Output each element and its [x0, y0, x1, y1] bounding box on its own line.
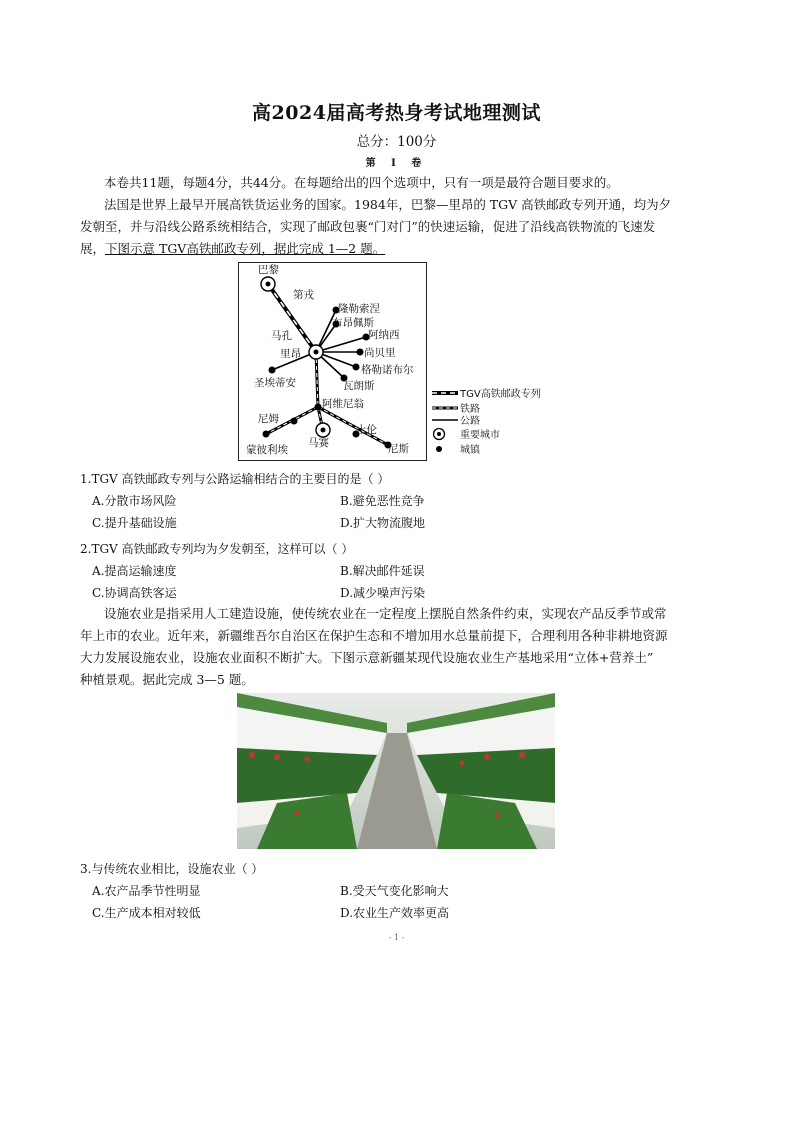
- question-3-stem: 3.与传统农业相比，设施农业（ ）: [80, 862, 264, 876]
- city-nice: 尼斯: [388, 443, 409, 455]
- legend-town: 城镇: [460, 445, 480, 456]
- greenhouse-photo: [237, 693, 555, 849]
- question-2-option-b: B.解决邮件延误: [340, 564, 425, 578]
- passage-2: [80, 603, 712, 691]
- city-bourg-en-bresse: 布昂佩斯: [332, 317, 374, 329]
- passage-2-line-2: 年上市的农业。近年来，新疆维吾尔自治区在保护生态和不增加用水总量前提下，合理利用各种非耕地资源: [80, 628, 668, 643]
- page-title: 高2024届高考热身考试地理测试: [252, 102, 541, 124]
- city-valence: 瓦朗斯: [343, 380, 375, 392]
- instructions: 本卷共11题，每题4分，共44分。在每题给出的四个选项中，只有一项是最符合题目要求的。: [104, 175, 619, 190]
- legend-major-city: 重要城市: [460, 430, 500, 441]
- city-montpellier: 蒙彼利埃: [246, 444, 288, 456]
- city-lyon: 里昂: [280, 348, 301, 360]
- passage-1-line-3b: 下图示意 TGV高铁邮政专列，据此完成 1—2 题。: [105, 241, 386, 256]
- tgv-route-map: [238, 262, 558, 462]
- passage-1-line-1: 法国是世界上最早开展高铁货运业务的国家。1984年，巴黎—里昂的 TGV 高铁邮政专列开通，均为夕: [104, 197, 672, 212]
- passage-1-line-2: 发朝至，并与沿线公路系统相结合，实现了邮政包裹“门对门”的快速运输，促进了沿线高铁物流的飞速发: [80, 219, 656, 234]
- city-dijon: 第戎: [293, 289, 314, 301]
- question-3-option-d: D.农业生产效率更高: [340, 906, 450, 920]
- city-marseille: 马赛: [308, 437, 329, 449]
- passage-1-line-3a: 展，: [80, 241, 106, 256]
- city-avignon: 阿维尼翁: [322, 398, 364, 410]
- city-annecy: 阿纳西: [368, 329, 400, 341]
- section-heading: 第 Ⅰ 卷: [365, 158, 428, 169]
- city-macon: 马孔: [271, 330, 292, 342]
- question-2-option-c: C.协调高铁客运: [92, 586, 177, 600]
- legend-tgv: TGV高铁邮政专列: [460, 389, 541, 400]
- question-2-option-a: A.提高运输速度: [92, 564, 177, 578]
- legend-railway: 铁路: [460, 404, 480, 415]
- question-1-stem: 1.TGV 高铁邮政专列与公路运输相结合的主要目的是（ ）: [80, 472, 390, 486]
- total-score: 总分：100分: [356, 134, 437, 150]
- city-nimes: 尼姆: [258, 413, 279, 425]
- passage-2-line-1: 设施农业是指采用人工建造设施，使传统农业在一定程度上摆脱自然条件约束，实现农产品反季节或常: [104, 606, 667, 621]
- map-legend: [432, 387, 541, 456]
- question-3-option-b: B.受天气变化影响大: [340, 884, 449, 898]
- passage-1: [80, 194, 712, 260]
- city-lons-le-saunier: 隆勒索涅: [338, 303, 380, 315]
- city-chambery: 尚贝里: [364, 347, 396, 359]
- page-number: - 1 -: [388, 933, 405, 942]
- question-3-option-c: C.生产成本相对较低: [92, 906, 201, 920]
- legend-road: 公路: [460, 416, 480, 427]
- question-1-option-a: A.分散市场风险: [92, 494, 177, 508]
- city-paris: 巴黎: [258, 264, 279, 276]
- passage-1-line-3: [80, 238, 712, 260]
- passage-2-line-3: 大力发展设施农业，设施农业面积不断扩大。下图示意新疆某现代设施农业生产基地采用“立体+营养土”: [80, 650, 654, 665]
- question-2-option-d: D.减少噪声污染: [340, 586, 426, 600]
- question-2-stem: 2.TGV 高铁邮政专列均为夕发朝至，这样可以（ ）: [80, 542, 354, 556]
- passage-2-line-4: 种植景观。据此完成 3—5 题。: [80, 672, 254, 687]
- question-1-option-c: C.提升基础设施: [92, 516, 177, 530]
- city-saint-etienne: 圣埃蒂安: [254, 377, 296, 389]
- city-grenoble: 格勒诺布尔: [361, 364, 414, 376]
- question-1-option-d: D.扩大物流腹地: [340, 516, 426, 530]
- question-3-option-a: A.农产品季节性明显: [92, 884, 201, 898]
- question-1-option-b: B.避免恶性竞争: [340, 494, 425, 508]
- city-toulon: 土伦: [356, 424, 377, 436]
